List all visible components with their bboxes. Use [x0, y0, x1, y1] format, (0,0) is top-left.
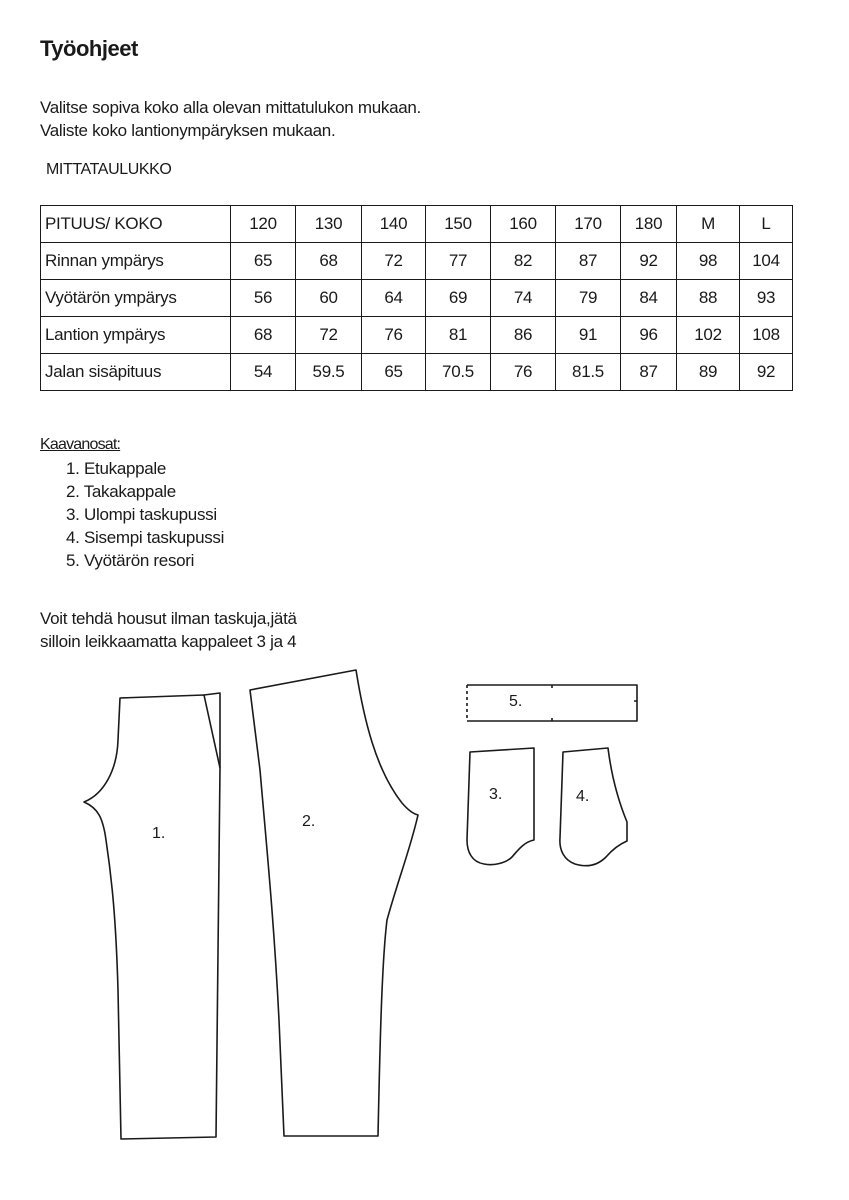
table-cell: 102: [677, 317, 740, 354]
pattern-piece-inner-pocket: [560, 748, 627, 866]
piece-2-label: 2.: [302, 813, 316, 830]
table-cell: 91: [556, 317, 621, 354]
table-header-cell: 150: [426, 206, 491, 243]
table-cell: 72: [362, 243, 426, 280]
pattern-piece-outer-pocket: [467, 748, 534, 865]
table-cell: 81: [426, 317, 491, 354]
table-cell: 65: [231, 243, 296, 280]
intro-line-2: Valiste koko lantionympäryksen mukaan.: [40, 121, 336, 140]
table-cell: 59.5: [296, 354, 362, 391]
table-cell: 65: [362, 354, 426, 391]
table-cell: 72: [296, 317, 362, 354]
list-item: 5. Vyötärön resori: [66, 551, 195, 570]
table-cell: 87: [556, 243, 621, 280]
pattern-piece-back: [250, 670, 418, 1136]
table-cell: 87: [621, 354, 677, 391]
table-row-label: Lantion ympärys: [41, 317, 231, 354]
table-cell: 86: [491, 317, 556, 354]
table-cell: 84: [621, 280, 677, 317]
table-title: MITTATAULUKKO: [46, 161, 172, 178]
table-cell: 89: [677, 354, 740, 391]
table-cell: 81.5: [556, 354, 621, 391]
table-cell: 54: [231, 354, 296, 391]
note-line-1: Voit tehdä housut ilman taskuja,jätä: [40, 609, 297, 628]
table-header-cell: L: [740, 206, 793, 243]
page-title: Työohjeet: [40, 36, 138, 61]
table-cell: 96: [621, 317, 677, 354]
table-cell: 60: [296, 280, 362, 317]
piece-1-label: 1.: [152, 825, 166, 842]
piece-5-label: 5.: [509, 693, 523, 710]
table-cell: 93: [740, 280, 793, 317]
parts-title: Kaavanosat:: [40, 436, 121, 453]
table-row-label: Rinnan ympärys: [41, 243, 231, 280]
table-cell: 68: [296, 243, 362, 280]
table-header-cell: 140: [362, 206, 426, 243]
list-item: 1. Etukappale: [66, 459, 167, 478]
table-cell: 69: [426, 280, 491, 317]
table-header-cell: 160: [491, 206, 556, 243]
table-cell: 76: [491, 354, 556, 391]
table-header-cell: 180: [621, 206, 677, 243]
table-cell: 82: [491, 243, 556, 280]
table-cell: 74: [491, 280, 556, 317]
table-cell: 77: [426, 243, 491, 280]
table-cell: 104: [740, 243, 793, 280]
table-cell: 56: [231, 280, 296, 317]
table-cell: 79: [556, 280, 621, 317]
list-item: 4. Sisempi taskupussi: [66, 528, 225, 547]
table-cell: 88: [677, 280, 740, 317]
table-header-cell: 170: [556, 206, 621, 243]
table-header-cell: 130: [296, 206, 362, 243]
table-cell: 68: [231, 317, 296, 354]
table-cell: 108: [740, 317, 793, 354]
intro-line-1: Valitse sopiva koko alla olevan mittatulukon mukaan.: [40, 98, 421, 117]
piece-4-label: 4.: [576, 788, 590, 805]
piece-3-label: 3.: [489, 786, 503, 803]
table-cell: 76: [362, 317, 426, 354]
pattern-piece-front: [84, 693, 220, 1139]
table-cell: 70.5: [426, 354, 491, 391]
table-cell: 92: [740, 354, 793, 391]
pattern-piece-waistband: [467, 685, 637, 721]
table-row-label: Jalan sisäpituus: [41, 354, 231, 391]
table-header-cell: 120: [231, 206, 296, 243]
table-header-cell: PITUUS/ KOKO: [41, 206, 231, 243]
list-item: 2. Takakappale: [66, 482, 176, 501]
note-line-2: silloin leikkaamatta kappaleet 3 ja 4: [40, 632, 297, 651]
table-row-label: Vyötärön ympärys: [41, 280, 231, 317]
list-item: 3. Ulompi taskupussi: [66, 505, 217, 524]
table-cell: 64: [362, 280, 426, 317]
table-cell: 92: [621, 243, 677, 280]
table-header-cell: M: [677, 206, 740, 243]
table-cell: 98: [677, 243, 740, 280]
